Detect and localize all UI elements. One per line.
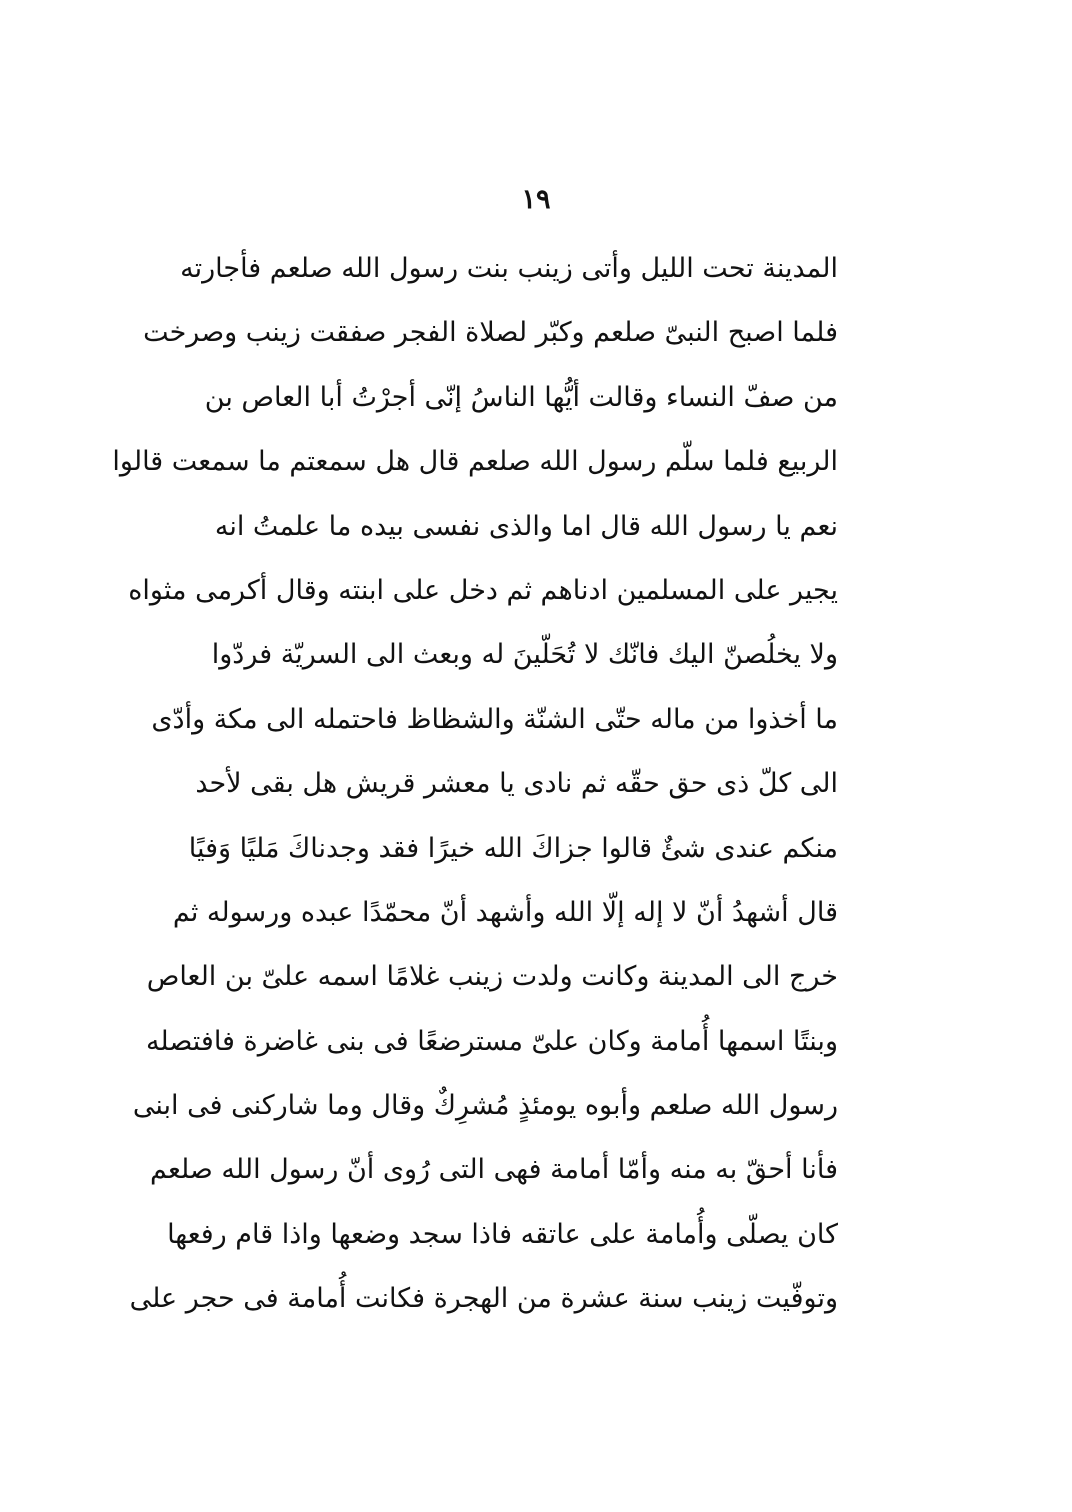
text-line: الربيع فلما سلّم رسول الله صلعم قال هل سمعتم ما سمعت قالوا [112,446,838,478]
text-line: خرج الى المدينة وكانت ولدت زينب غلامًا اسمه علىّ بن العاص [146,961,838,993]
text-line: ما أخذوا من ماله حتّى الشنّة والشظاظ فاحتمله الى مكة وأدّى [151,703,838,735]
text-line: من صفّ النساء وقالت أيُّها الناسُ إنّى أجرْتُ أبا العاص بن [204,381,838,413]
text-line: ولا يخلُصنّ اليك فانّك لا تُحَلّينَ له وبعث الى السريّة فردّوا [211,639,838,671]
text-line: قال أشهدُ أنّ لا إله إلّا الله وأشهد أنّ محمّدًا عبده ورسوله ثم [172,896,838,928]
text-line: يجير على المسلمين ادناهم ثم دخل على ابنته وقال أكرمى مثواه [128,574,838,606]
text-line: الى كلّ ذى حق حقّه ثم نادى يا معشر قريش هل بقى لأحد [195,768,838,800]
text-line: نعم يا رسول الله قال اما والذى نفسى بيده ما علمتُ انه [214,510,838,542]
text-line: وتوفّيت زينب سنة عشرة من الهجرة فكانت أُمامة فى حجر على [129,1283,838,1315]
arabic-text-body [112,237,838,1332]
text-line: رسول الله صلعم وأبوه يومئذٍ مُشرِكٌ وقال وما شاركنى فى ابنى [132,1090,838,1122]
text-line: وبنتًا اسمها أُمامة وكان علىّ مسترضعًا فى بنى غاضرة فافتصله [145,1025,838,1057]
text-line: منكم عندى شئٌ قالوا جزاكَ الله خيرًا فقد وجدناكَ مَليًا وَفيًا [188,832,838,864]
text-line: كان يصلّى وأُمامة على عاتقه فاذا سجد وضعها واذا قام رفعها [167,1218,838,1250]
text-line: فأنا أحقّ به منه وأمّا أمامة فهى التى رُوى أنّ رسول الله صلعم [149,1154,838,1186]
text-line: المدينة تحت الليل وأتى زينب بنت رسول الله صلعم فأجارته [180,253,838,284]
page-number: ١٩ [521,184,551,215]
text-line: فلما اصبح النبىّ صلعم وكبّر لصلاة الفجر صفقت زينب وصرخت [143,317,838,349]
